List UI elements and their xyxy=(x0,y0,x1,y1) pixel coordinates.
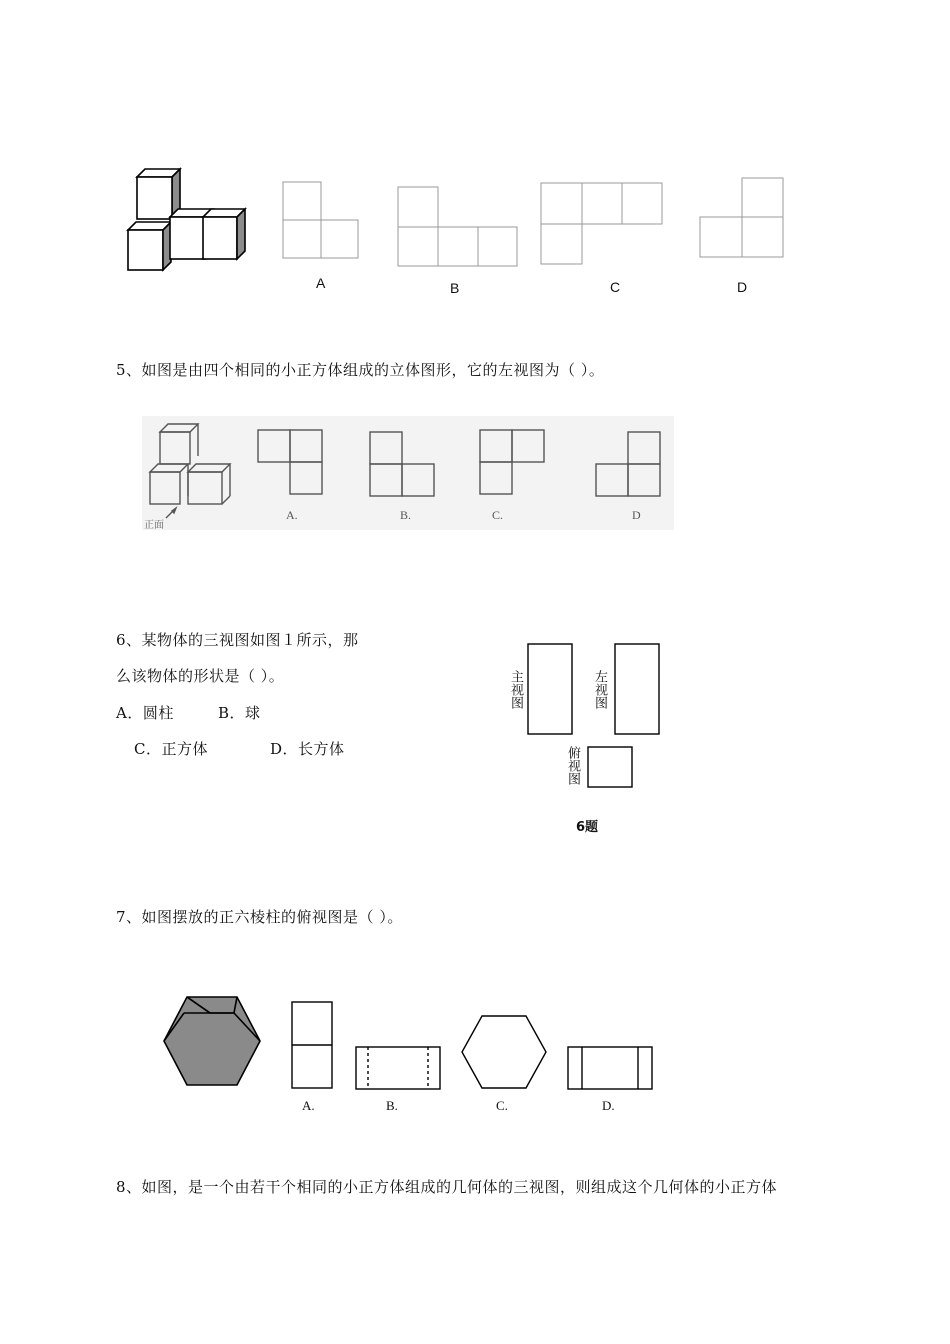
q7-option-b-label: B. xyxy=(386,1098,398,1113)
q5-option-c-figure[interactable] xyxy=(478,428,548,498)
q6-top-view-label: 俯视图 xyxy=(565,746,580,785)
q5-figure-panel xyxy=(142,416,674,530)
q8-question: 8、如图，是一个由若干个相同的小正方体组成的几何体的三视图，则组成这个几何体的小正方体 xyxy=(116,1178,778,1196)
q6-question-line1: 6、某物体的三视图如图１所示，那 xyxy=(116,631,359,649)
q5-option-d-figure[interactable] xyxy=(594,430,664,500)
q4-option-c-figure[interactable] xyxy=(538,180,666,268)
q7-option-a-label: A. xyxy=(302,1098,315,1113)
q4-option-b-label: B xyxy=(450,280,460,296)
q5-option-a-label: A. xyxy=(286,508,298,522)
q5-option-b-label: B. xyxy=(400,508,412,522)
q6-top-view xyxy=(587,746,635,790)
q6-front-view-label: 主视图 xyxy=(508,670,523,709)
q6-caption: 6题 xyxy=(576,820,599,835)
q6-option-d[interactable]: D．长方体 xyxy=(270,740,345,758)
q7-solid-figure xyxy=(162,995,262,1089)
q4-option-a-figure[interactable] xyxy=(280,180,360,260)
q7-option-c-figure[interactable] xyxy=(460,1014,548,1092)
q4-option-d-label: D xyxy=(737,279,748,295)
q5-option-b-figure[interactable] xyxy=(368,430,438,500)
q4-option-d-figure[interactable] xyxy=(697,175,789,261)
q4-option-b-figure[interactable] xyxy=(395,185,520,270)
q7-option-a-figure[interactable] xyxy=(290,1000,334,1090)
q6-option-a[interactable]: A．圆柱 xyxy=(116,704,174,722)
q7-option-b-figure[interactable] xyxy=(354,1045,442,1091)
q5-option-d-label: D xyxy=(632,508,641,522)
q5-question: 5、如图是由四个相同的小正方体组成的立体图形，它的左视图为（ ）。 xyxy=(116,361,605,379)
q5-front-label: 正面 xyxy=(144,520,164,531)
q6-left-view-label: 左视图 xyxy=(592,670,607,709)
q5-option-c-label: C. xyxy=(492,508,504,522)
q4-option-a-label: A xyxy=(316,275,326,291)
q7-option-c-label: C. xyxy=(496,1098,508,1113)
q6-front-view xyxy=(527,643,575,737)
q6-option-b[interactable]: B．球 xyxy=(218,704,261,722)
q5-option-a-figure[interactable] xyxy=(256,428,326,498)
q4-option-c-label: C xyxy=(610,279,621,295)
q4-solid-figure xyxy=(120,165,250,275)
q7-question: 7、如图摆放的正六棱柱的俯视图是（ ）。 xyxy=(116,908,403,926)
q5-solid-figure xyxy=(146,420,246,520)
q7-option-d-label: D. xyxy=(602,1098,615,1113)
q6-option-c[interactable]: C．正方体 xyxy=(134,740,208,758)
q7-option-d-figure[interactable] xyxy=(566,1045,654,1091)
q6-left-view xyxy=(614,643,662,737)
q6-question-line2: 么该物体的形状是（ ）。 xyxy=(116,667,285,685)
